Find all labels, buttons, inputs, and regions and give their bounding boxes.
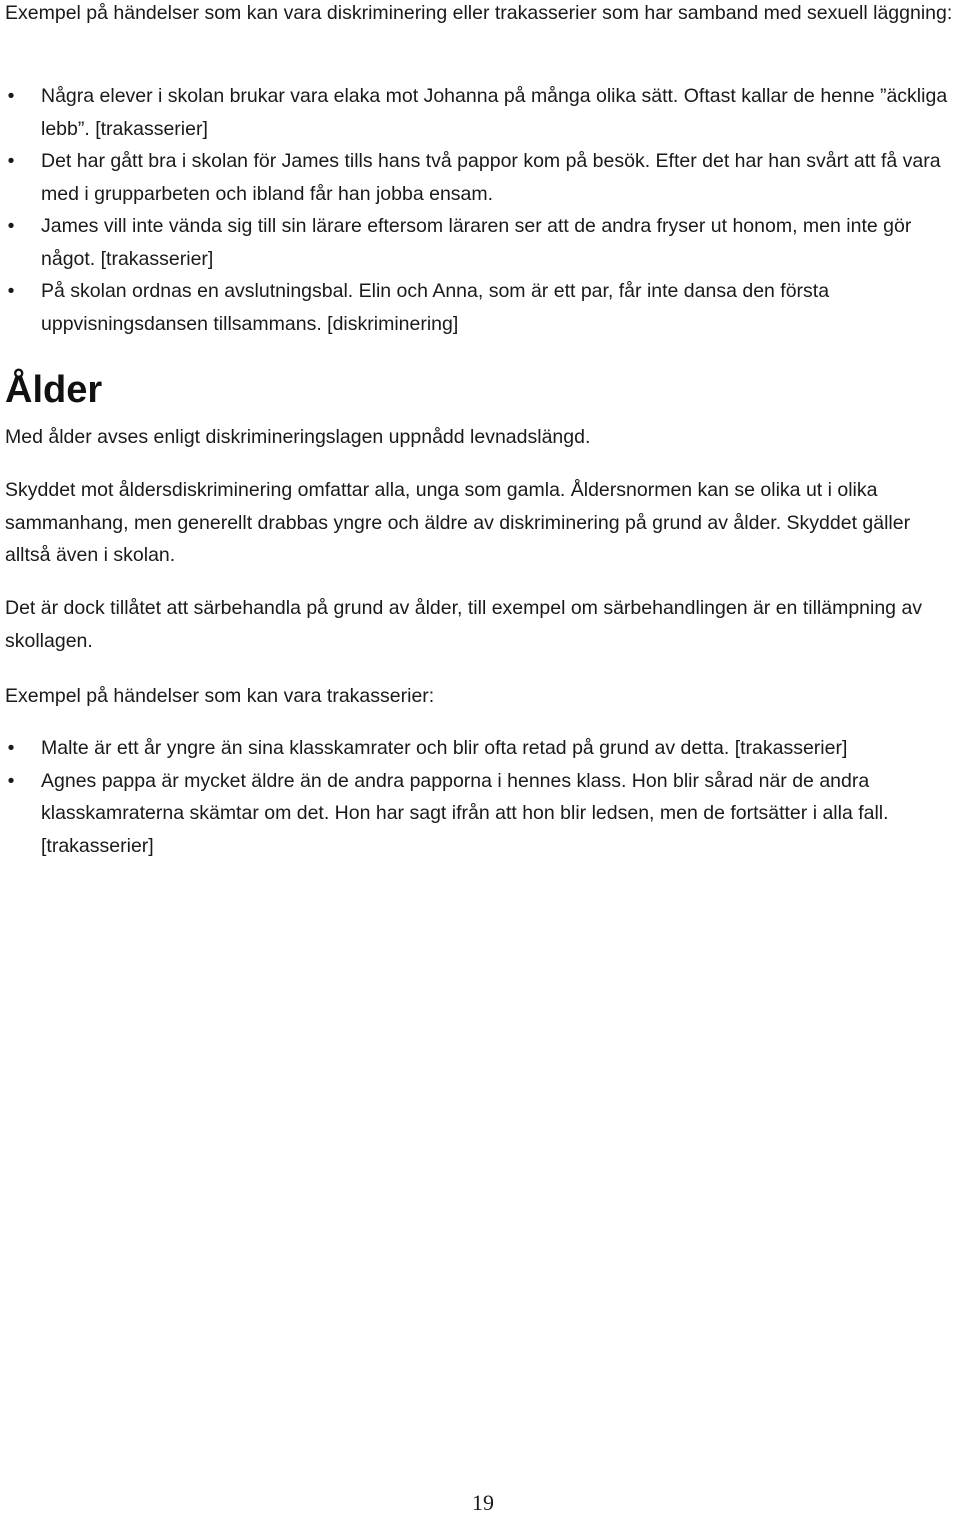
- bullet-icon: •: [7, 150, 15, 172]
- list-item: [0, 275, 958, 340]
- list-item-text: Agnes pappa är mycket äldre än de andra papporna i hennes klass. Hon blir sårad när de andra klasskamraterna skämtar om det. Hon har sagt ifrån att hon blir ledsen, men de fortsätter i alla fall. [trakasserier]: [41, 769, 889, 857]
- examples-intro-paragraph: Exempel på händelser som kan vara trakasserier:: [5, 685, 435, 707]
- bullet-icon: •: [7, 215, 15, 237]
- list-item: [0, 765, 958, 863]
- list-item: [0, 732, 958, 765]
- bullet-icon: •: [7, 769, 15, 792]
- definition-paragraph: Med ålder avses enligt diskrimineringslagen uppnådd levnadslängd.: [5, 426, 591, 448]
- list-item-text: På skolan ordnas en avslutningsbal. Elin och Anna, som är ett par, får inte dansa den första uppvisningsdansen tillsammans. [diskriminering]: [41, 280, 830, 335]
- list-item: [0, 210, 958, 275]
- bullet-icon: •: [7, 737, 15, 759]
- list-item-text: Några elever i skolan brukar vara elaka mot Johanna på många olika sätt. Oftast kallar de henne ”äckliga lebb”. [trakasserier]: [41, 85, 948, 140]
- list-item: [0, 80, 958, 145]
- page-number: 19: [472, 1490, 494, 1515]
- list-item-text: Malte är ett år yngre än sina klasskamrater och blir ofta retad på grund av detta. [trakasserier]: [41, 737, 848, 759]
- harassment-examples-list: [0, 80, 958, 340]
- list-item-text: James vill inte vända sig till sin lärare eftersom läraren ser att de andra fryser ut honom, men inte gör något. [trakasserier]: [41, 215, 912, 270]
- section-heading: Ålder: [5, 369, 103, 411]
- bullet-icon: •: [7, 85, 15, 107]
- bullet-icon: •: [7, 280, 15, 302]
- list-item-text: Det har gått bra i skolan för James tills hans två pappor kom på besök. Efter det har han svårt att få vara med i grupparbeten och ibland får han jobba ensam.: [41, 150, 941, 205]
- list-item: [0, 145, 958, 210]
- scope-paragraph: Skyddet mot åldersdiskriminering omfattar alla, unga som gamla. Åldersnormen kan se olika ut i olika sammanhang, men generellt drabbas yngre och äldre av diskriminering på grund av ålder. Skyddet gäller alltså även i skolan.: [5, 479, 911, 566]
- age-examples-list: [0, 732, 958, 862]
- exception-paragraph: Det är dock tillåtet att särbehandla på grund av ålder, till exempel om särbehandlingen är en tillämpning av skollagen.: [5, 597, 923, 652]
- intro-paragraph: Exempel på händelser som kan vara diskriminering eller trakasserier som har samband med sexuell läggning:: [5, 2, 953, 24]
